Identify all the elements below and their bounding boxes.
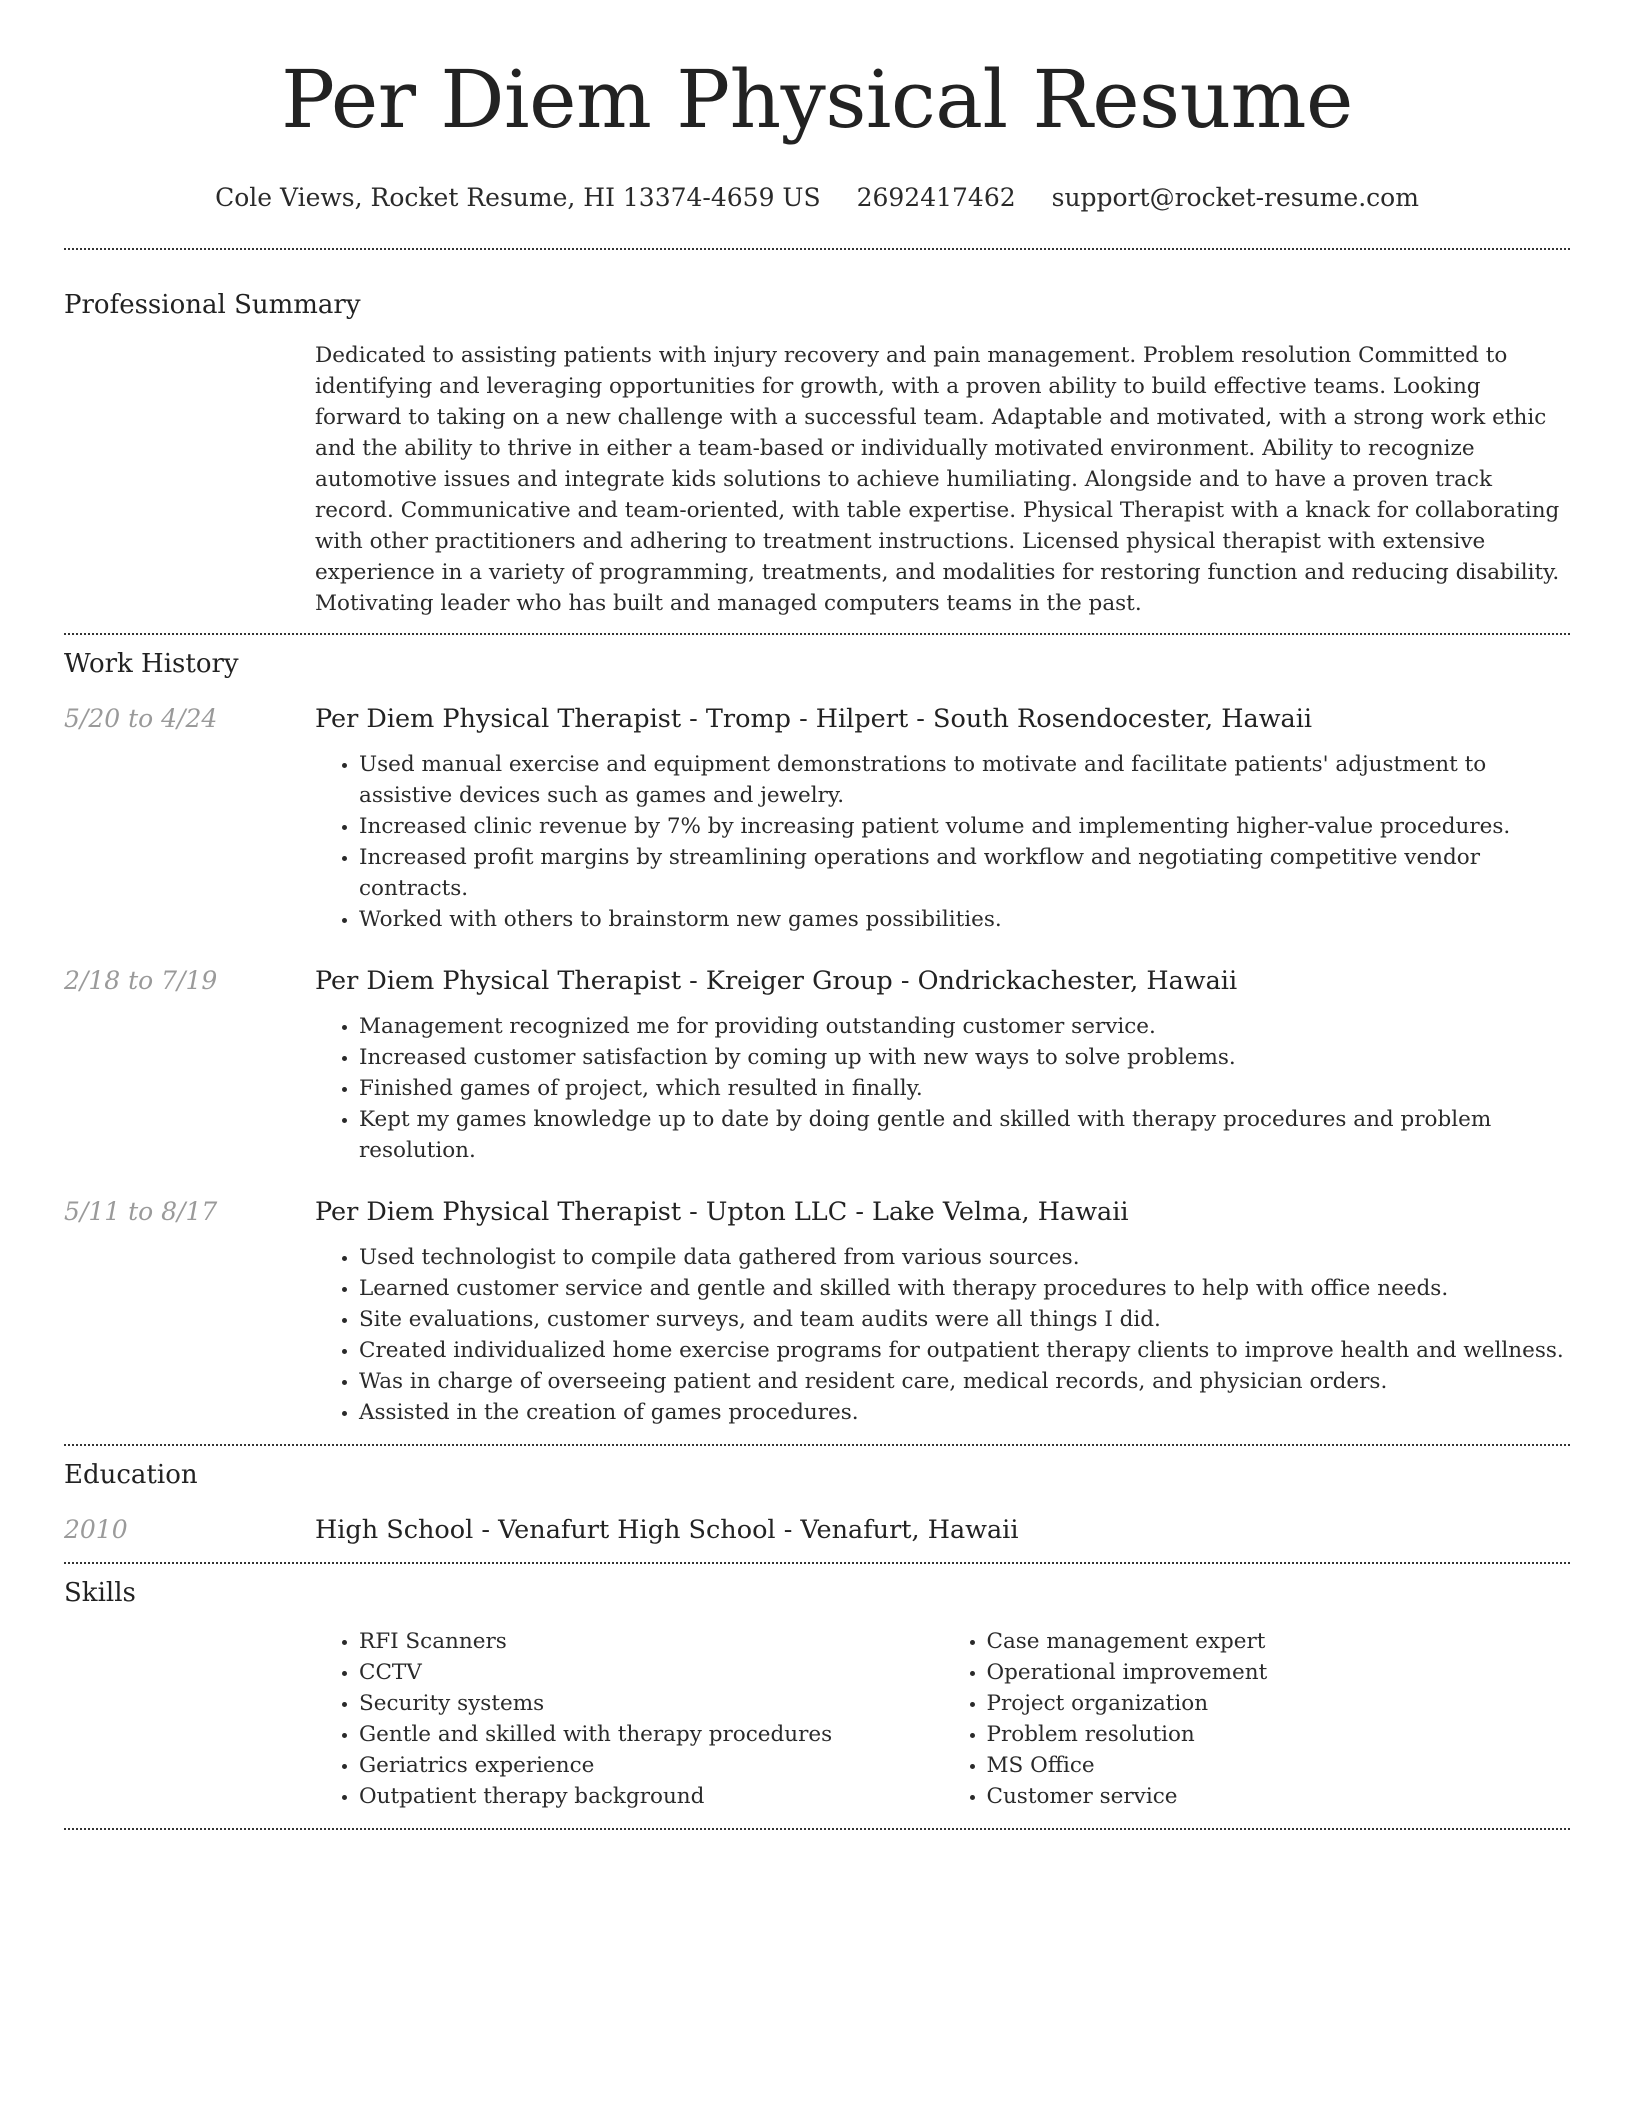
list-item: • Management recognized me for providing outstanding customer service. (359, 1011, 1570, 1042)
education-entry (64, 1514, 1570, 1546)
education-title (315, 1514, 1570, 1546)
contact-line (64, 182, 1570, 214)
list-item: • Was in charge of overseeing patient and resident care, medical records, and physician orders. (359, 1366, 1570, 1397)
list-item: • Used manual exercise and equipment demonstrations to motivate and facilitate patients' adjustment to assistive devices such as games and jewelry. (359, 749, 1570, 811)
job-dates: 2/18 to 7/19 (64, 966, 218, 995)
job-title (315, 1196, 1570, 1228)
job-role: Per Diem Physical Therapist (315, 1197, 682, 1227)
job-role: Per Diem Physical Therapist (315, 966, 682, 996)
divider (64, 1444, 1570, 1446)
education-degree: High School (315, 1515, 474, 1545)
skill-item: • RFI Scanners (359, 1626, 943, 1657)
contact-address: Cole Views, Rocket Resume, HI 13374-4659 US (215, 183, 821, 212)
job-entry (64, 1196, 1570, 1428)
education-year: 2010 (64, 1515, 128, 1544)
job-bullets (315, 1242, 1570, 1428)
section-title-education: Education (64, 1460, 198, 1490)
summary-text: Dedicated to assisting patients with injury recovery and pain management. Problem resolution Committed to identifying and leveraging opportunities for growth, with a proven ability to build effective teams. Looking forward to taking on a new challenge with a successful team. Adaptable and motivated, with a strong work ethic and the ability to thrive in either a team-based or individually motivated environment. Ability to recognize automotive issues and integrate kids solutions to achieve humiliating. Alongside and to have a proven track record. Communicative and team-oriented, with table expertise. Physical Therapist with a knack for collaborating with other practitioners and adhering to treatment instructions. Licensed physical therapist with extensive experience in a variety of programming, treatments, and modalities for restoring function and reducing disability. Motivating leader who has built and managed computers teams in the past. (315, 343, 1560, 616)
summary-row (64, 340, 1570, 619)
skill-item: • Project organization (987, 1688, 1571, 1719)
education-section (64, 1458, 1570, 1546)
job-dates: 5/20 to 4/24 (64, 704, 218, 733)
skill-item: • Problem resolution (987, 1719, 1571, 1750)
skill-item: • Geriatrics experience (359, 1750, 943, 1781)
contact-phone: 2692417462 (856, 183, 1016, 212)
skill-item: • Case management expert (987, 1626, 1571, 1657)
job-dates: 5/11 to 8/17 (64, 1197, 218, 1226)
list-item: • Assisted in the creation of games procedures. (359, 1397, 1570, 1428)
job-details: - Upton LLC - Lake Velma, Hawaii (681, 1197, 1129, 1227)
skill-item: • CCTV (359, 1657, 943, 1688)
list-item: • Increased customer satisfaction by coming up with new ways to solve problems. (359, 1042, 1570, 1073)
job-details: - Kreiger Group - Ondrickachester, Hawaii (681, 966, 1238, 996)
skill-item: • Customer service (987, 1781, 1571, 1812)
section-title-work: Work History (64, 649, 239, 679)
section-title-skills: Skills (64, 1578, 136, 1608)
skills-section (64, 1576, 1570, 1812)
job-entry (64, 965, 1570, 1166)
job-bullets (315, 749, 1570, 935)
list-item: • Created individualized home exercise programs for outpatient therapy clients to improve health and wellness. (359, 1335, 1570, 1366)
list-item: • Learned customer service and gentle and skilled with therapy procedures to help with office needs. (359, 1273, 1570, 1304)
resume-name: Per Diem Physical Resume (281, 53, 1353, 146)
divider (64, 633, 1570, 635)
section-title-summary: Professional Summary (64, 290, 361, 320)
skill-item: • Operational improvement (987, 1657, 1571, 1688)
skills-list-right (943, 1626, 1571, 1812)
summary-section (64, 288, 1570, 619)
job-title (315, 965, 1570, 997)
skill-item: • Outpatient therapy background (359, 1781, 943, 1812)
work-section (64, 647, 1570, 1428)
list-item: • Worked with others to brainstorm new games possibilities. (359, 904, 1570, 935)
job-entry (64, 703, 1570, 935)
list-item: • Increased profit margins by streamlining operations and workflow and negotiating competitive vendor contracts. (359, 842, 1570, 904)
divider (64, 1828, 1570, 1830)
skill-item: • Security systems (359, 1688, 943, 1719)
skills-list-left (315, 1626, 943, 1812)
list-item: • Finished games of project, which resulted in finally. (359, 1073, 1570, 1104)
skill-item: • Gentle and skilled with therapy procedures (359, 1719, 943, 1750)
job-role: Per Diem Physical Therapist (315, 704, 682, 734)
divider (64, 248, 1570, 250)
job-details: - Tromp - Hilpert - South Rosendocester, Hawaii (681, 704, 1313, 734)
list-item: • Increased clinic revenue by 7% by increasing patient volume and implementing higher-value procedures. (359, 811, 1570, 842)
skill-item: • MS Office (987, 1750, 1571, 1781)
list-item: • Kept my games knowledge up to date by doing gentle and skilled with therapy procedures and problem resolution. (359, 1104, 1570, 1166)
skills-grid (315, 1626, 1570, 1812)
education-details: - Venafurt High School - Venafurt, Hawaii (473, 1515, 1019, 1545)
resume-header (64, 0, 1570, 214)
divider (64, 1562, 1570, 1564)
job-bullets (315, 1011, 1570, 1166)
list-item: • Used technologist to compile data gathered from various sources. (359, 1242, 1570, 1273)
list-item: • Site evaluations, customer surveys, and team audits were all things I did. (359, 1304, 1570, 1335)
resume-page (64, 0, 1570, 1830)
job-title (315, 703, 1570, 735)
contact-email: support@rocket-resume.com (1051, 183, 1419, 212)
